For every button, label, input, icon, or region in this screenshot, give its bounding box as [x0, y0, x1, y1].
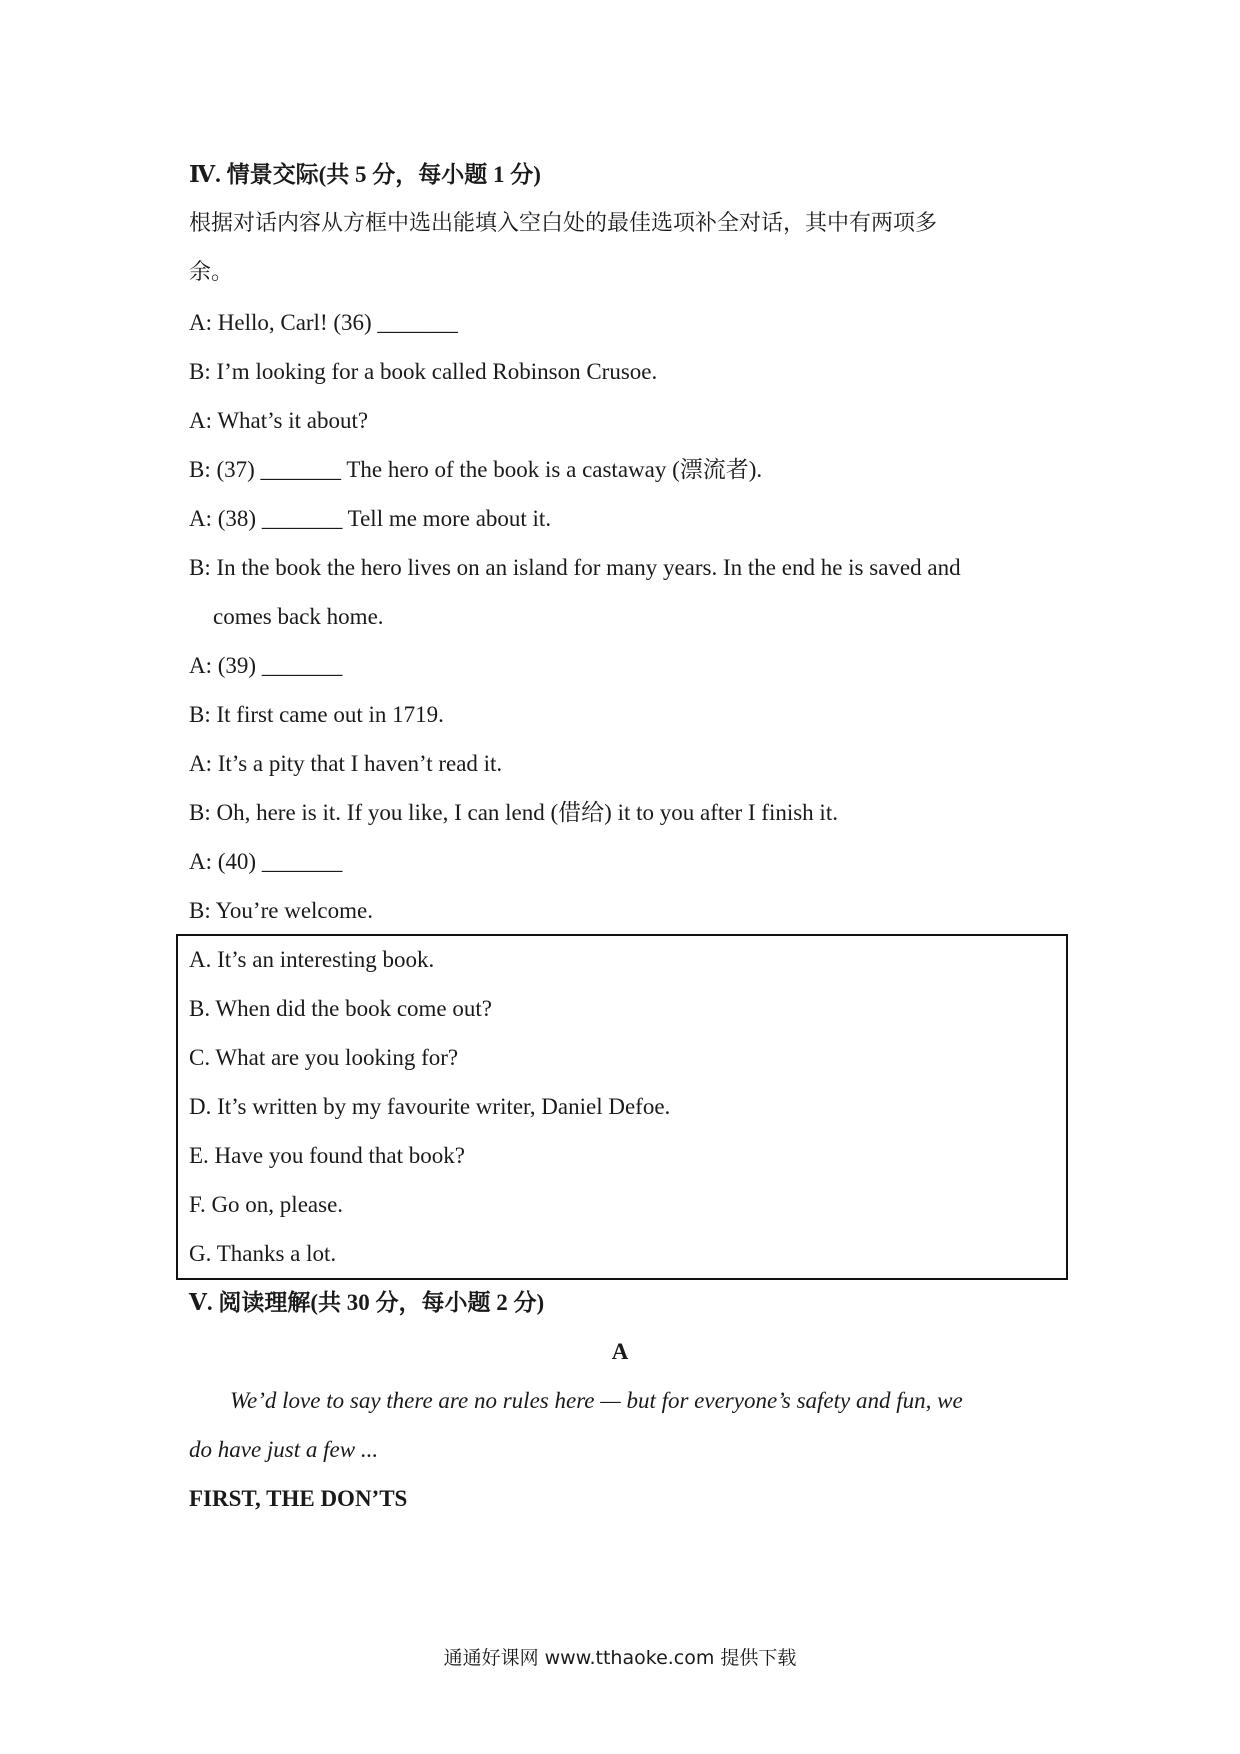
section-4-instruction: 根据对话内容从方框中选出能填入空白处的最佳选项补全对话，其中有两项多 [189, 211, 938, 236]
dialogue-line: A: (38) _______ Tell me more about it. [189, 506, 552, 531]
dialogue-line: B: It first came out in 1719. [189, 702, 444, 727]
dialogue-line: A: What’s it about? [189, 408, 369, 433]
passage-label: A [611, 1339, 629, 1364]
passage-subheading: FIRST, THE DON’TS [189, 1486, 408, 1511]
section-4-heading: Ⅳ. 情景交际(共 5 分，每小题 1 分) [189, 162, 541, 187]
dialogue-line: A: (40) _______ [189, 849, 343, 874]
section-5-heading: Ⅴ. 阅读理解(共 30 分，每小题 2 分) [189, 1290, 545, 1315]
section-4-instruction-cont: 余。 [189, 260, 234, 285]
option-d: D. It’s written by my favourite writer, Daniel Defoe. [189, 1094, 671, 1119]
option-e: E. Have you found that book? [189, 1143, 465, 1168]
dialogue-line: B: In the book the hero lives on an island for many years. In the end he is saved and [189, 555, 961, 580]
dialogue-line: A: Hello, Carl! (36) _______ [189, 310, 458, 335]
option-a: A. It’s an interesting book. [189, 947, 435, 972]
option-b: B. When did the book come out? [189, 996, 492, 1021]
dialogue-line: B: (37) _______ The hero of the book is a castaway (漂流者). [189, 457, 763, 482]
dialogue-line: A: (39) _______ [189, 653, 343, 678]
dialogue-line: B: You’re welcome. [189, 898, 373, 923]
option-g: G. Thanks a lot. [189, 1241, 337, 1266]
footer-credit: 通通好课网 www.tthaoke.com 提供下载 [443, 1647, 797, 1669]
option-f: F. Go on, please. [189, 1192, 344, 1217]
dialogue-line: B: I’m looking for a book called Robinson Crusoe. [189, 359, 658, 384]
option-c: C. What are you looking for? [189, 1045, 459, 1070]
dialogue-line: B: Oh, here is it. If you like, I can lend (借给) it to you after I finish it. [189, 800, 838, 825]
passage-intro: We’d love to say there are no rules here — but for everyone’s safety and fun, we [230, 1388, 963, 1413]
dialogue-line: A: It’s a pity that I haven’t read it. [189, 751, 503, 776]
dialogue-line-continued: comes back home. [213, 604, 384, 629]
passage-intro-cont: do have just a few ... [189, 1437, 379, 1462]
